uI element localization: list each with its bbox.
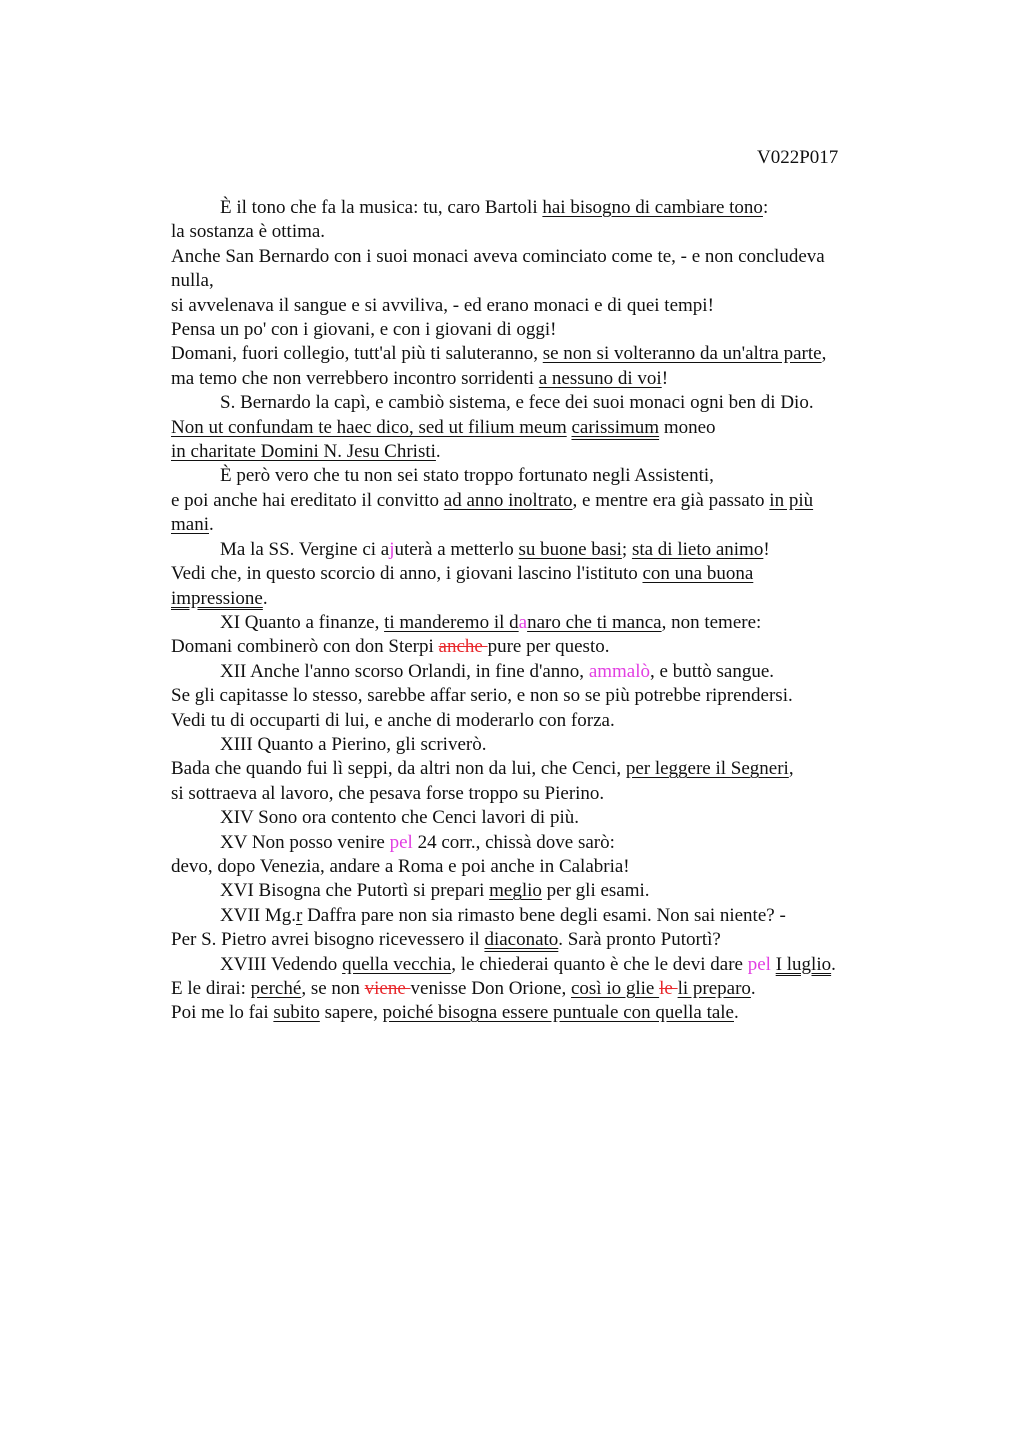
text-segment: la sostanza è ottima. bbox=[171, 221, 326, 243]
text-segment: Bada che quando fui lì seppi, da altri non da lui, che Cenci, bbox=[171, 758, 626, 780]
text-line bbox=[171, 977, 911, 1001]
text-line bbox=[171, 294, 911, 318]
text-segment: XVII Mg. bbox=[220, 904, 296, 926]
text-segment: S. Bernardo la capì, e cambiò sistema, e fece dei suoi monaci ogni ben di Dio. bbox=[220, 392, 814, 414]
text-line bbox=[171, 391, 911, 415]
text-line bbox=[171, 367, 911, 391]
underlined-segment: su buone basi bbox=[518, 538, 622, 560]
text-segment: sapere, bbox=[319, 1002, 383, 1024]
text-line bbox=[171, 220, 911, 244]
underlined-segment: hai bisogno di cambiare tono bbox=[542, 197, 763, 218]
corrected-segment: pel bbox=[747, 953, 771, 975]
underlined-segment: a nessuno di voi bbox=[538, 367, 662, 389]
text-segment: XIV Sono ora contento che Cenci lavori di più. bbox=[220, 807, 579, 829]
text-segment: ! bbox=[763, 538, 770, 560]
text-segment: Se gli capitasse lo stesso, sarebbe affar serio, e non so se più potrebbe riprendersi. bbox=[171, 685, 793, 707]
text-segment: , bbox=[821, 343, 827, 365]
double-underlined-segment: diaconato bbox=[484, 929, 559, 951]
underlined-segment: sta di lieto animo bbox=[631, 538, 764, 560]
text-segment: per gli esami. bbox=[541, 880, 650, 902]
underlined-segment: così io glie bbox=[570, 978, 660, 999]
text-segment: Vedi che, in questo scorcio di anno, i giovani lascino l'istituto bbox=[171, 563, 643, 585]
text-segment: , non temere: bbox=[661, 611, 762, 633]
text-segment: XVI Bisogna che Putortì si prepari bbox=[220, 880, 490, 902]
text-segment: XVIII Vedendo bbox=[220, 953, 343, 975]
text-segment: XV Non posso venire bbox=[220, 831, 390, 853]
text-segment: devo, dopo Venezia, andare a Roma e poi anche in Calabria! bbox=[171, 855, 630, 877]
text-line bbox=[171, 953, 911, 977]
text-segment: 24 corr., chissà dove sarò: bbox=[412, 831, 615, 853]
text-segment: Ma la SS. Vergine ci a bbox=[220, 538, 390, 560]
text-segment: ma temo che non verrebbero incontro sorridenti bbox=[171, 367, 539, 389]
corrected-segment: a bbox=[518, 611, 528, 633]
text-line bbox=[171, 806, 911, 830]
text-line bbox=[171, 196, 911, 220]
text-line bbox=[171, 1001, 911, 1025]
underlined-segment: ti manderemo il d bbox=[384, 611, 519, 633]
text-line bbox=[171, 538, 911, 562]
text-line bbox=[171, 562, 911, 586]
underlined-segment: perché bbox=[250, 978, 302, 999]
text-segment: Vedi tu di occuparti di lui, e anche di moderarlo con forza. bbox=[171, 709, 615, 731]
text-segment: si avvelenava il sangue e si avviliva, - ed erano monaci e di quei tempi! bbox=[171, 294, 714, 316]
text-segment: E le dirai: bbox=[171, 978, 251, 999]
text-line bbox=[171, 635, 911, 659]
deleted-segment: le bbox=[659, 978, 678, 999]
underlined-segment: in charitate Domini N. Jesu Christi bbox=[171, 441, 436, 463]
underlined-segment: mani bbox=[171, 514, 209, 536]
page-identifier: V022P017 bbox=[757, 147, 839, 168]
text-line bbox=[171, 733, 911, 757]
text-segment: . bbox=[831, 953, 836, 975]
underlined-segment: naro che ti manca bbox=[527, 611, 662, 633]
deleted-segment: viene bbox=[364, 978, 411, 999]
underlined-segment: per leggere il Segneri bbox=[625, 758, 789, 780]
corrected-segment: pel bbox=[389, 831, 413, 853]
text-segment: moneo bbox=[659, 416, 716, 438]
text-segment: Poi me lo fai bbox=[171, 1002, 274, 1024]
text-segment: . bbox=[262, 587, 268, 609]
text-line bbox=[171, 660, 911, 684]
text-segment: Per S. Pietro avrei bisogno ricevessero il bbox=[171, 929, 485, 951]
text-segment: È però vero che tu non sei stato troppo fortunato negli Assistenti, bbox=[220, 465, 714, 487]
text-line bbox=[171, 904, 911, 928]
text-segment: Anche San Bernardo con i suoi monaci aveva cominciato come te, - e non concludeva bbox=[171, 245, 825, 267]
underlined-segment: li preparo bbox=[677, 978, 751, 999]
text-segment: nulla, bbox=[171, 270, 214, 292]
text-segment: , le chiederai quanto è che le devi dare bbox=[451, 953, 748, 975]
double-underlined-segment: carissimum bbox=[571, 416, 660, 438]
text-line bbox=[171, 879, 911, 903]
underlined-segment: poiché bisogna essere puntuale con quella tale bbox=[382, 1002, 734, 1024]
text-segment: pure per questo. bbox=[487, 636, 610, 658]
underlined-segment: con una buona bbox=[642, 563, 754, 585]
text-segment: e poi anche hai ereditato il convitto bbox=[171, 489, 444, 511]
text-line bbox=[171, 611, 911, 635]
text-segment: Domani, fuori collegio, tutt'al più ti saluteranno, bbox=[171, 343, 543, 365]
text-segment: . bbox=[209, 514, 214, 536]
text-segment: : bbox=[762, 197, 769, 218]
text-segment: , bbox=[788, 758, 794, 780]
text-segment: , se non bbox=[301, 978, 365, 999]
text-line bbox=[171, 709, 911, 733]
text-line bbox=[171, 855, 911, 879]
text-line bbox=[171, 245, 911, 269]
text-segment: Pensa un po' con i giovani, e con i giovani di oggi! bbox=[171, 319, 557, 341]
corrected-segment: j bbox=[389, 538, 395, 560]
text-segment: XII Anche l'anno scorso Orlandi, in fine d'anno, bbox=[220, 660, 589, 682]
text-segment: . bbox=[750, 978, 756, 999]
text-segment: Daffra pare non sia rimasto bene degli esami. Non sai niente? - bbox=[302, 904, 786, 926]
text-segment: si sottraeva al lavoro, che pesava forse troppo su Pierino. bbox=[171, 782, 605, 804]
text-line bbox=[171, 684, 911, 708]
text-line bbox=[171, 489, 911, 513]
text-segment: venisse Don Orione, bbox=[410, 978, 571, 999]
text-segment: uterà a metterlo bbox=[394, 538, 519, 560]
text-line bbox=[171, 831, 911, 855]
underlined-segment: r bbox=[296, 904, 303, 926]
text-segment: , e buttò sangue. bbox=[650, 660, 775, 682]
text-line bbox=[171, 342, 911, 366]
text-line bbox=[171, 464, 911, 488]
text-line bbox=[171, 269, 911, 293]
text-line bbox=[171, 757, 911, 781]
underlined-segment: quella vecchia bbox=[342, 953, 452, 975]
text-segment: , e mentre era già passato bbox=[572, 489, 770, 511]
underlined-segment: ad anno inoltrato bbox=[443, 489, 573, 511]
text-segment: ; bbox=[621, 538, 632, 560]
text-line bbox=[171, 513, 911, 537]
corrected-segment: ammalò bbox=[588, 660, 651, 682]
text-segment: . bbox=[734, 1002, 739, 1024]
text-segment: ! bbox=[661, 367, 669, 389]
text-segment: . bbox=[435, 441, 441, 463]
text-line bbox=[171, 587, 911, 611]
text-line bbox=[171, 782, 911, 806]
text-segment: XIII Quanto a Pierino, gli scriverò. bbox=[220, 733, 487, 755]
double-underlined-segment: impressione bbox=[171, 587, 263, 609]
text-segment: Domani combinerò con don Sterpi bbox=[171, 636, 439, 658]
text-segment: XI Quanto a finanze, bbox=[220, 611, 385, 633]
deleted-segment: anche bbox=[438, 636, 488, 658]
text-line bbox=[171, 318, 911, 342]
underlined-segment: subito bbox=[273, 1002, 320, 1024]
underlined-segment: meglio bbox=[489, 880, 542, 902]
underlined-segment: se non si volteranno da un'altra parte bbox=[542, 343, 822, 365]
double-underlined-segment: I luglio bbox=[775, 953, 832, 975]
text-segment: È il tono che fa la musica: tu, caro Bartoli bbox=[220, 197, 543, 218]
underlined-segment: in più bbox=[769, 489, 814, 511]
text-line bbox=[171, 416, 911, 440]
text-line bbox=[171, 928, 911, 952]
underlined-segment: Non ut confundam te haec dico, sed ut filium meum bbox=[171, 416, 567, 438]
text-line bbox=[171, 440, 911, 464]
letter-body bbox=[171, 196, 911, 1026]
text-segment: . Sarà pronto Putortì? bbox=[558, 929, 721, 951]
